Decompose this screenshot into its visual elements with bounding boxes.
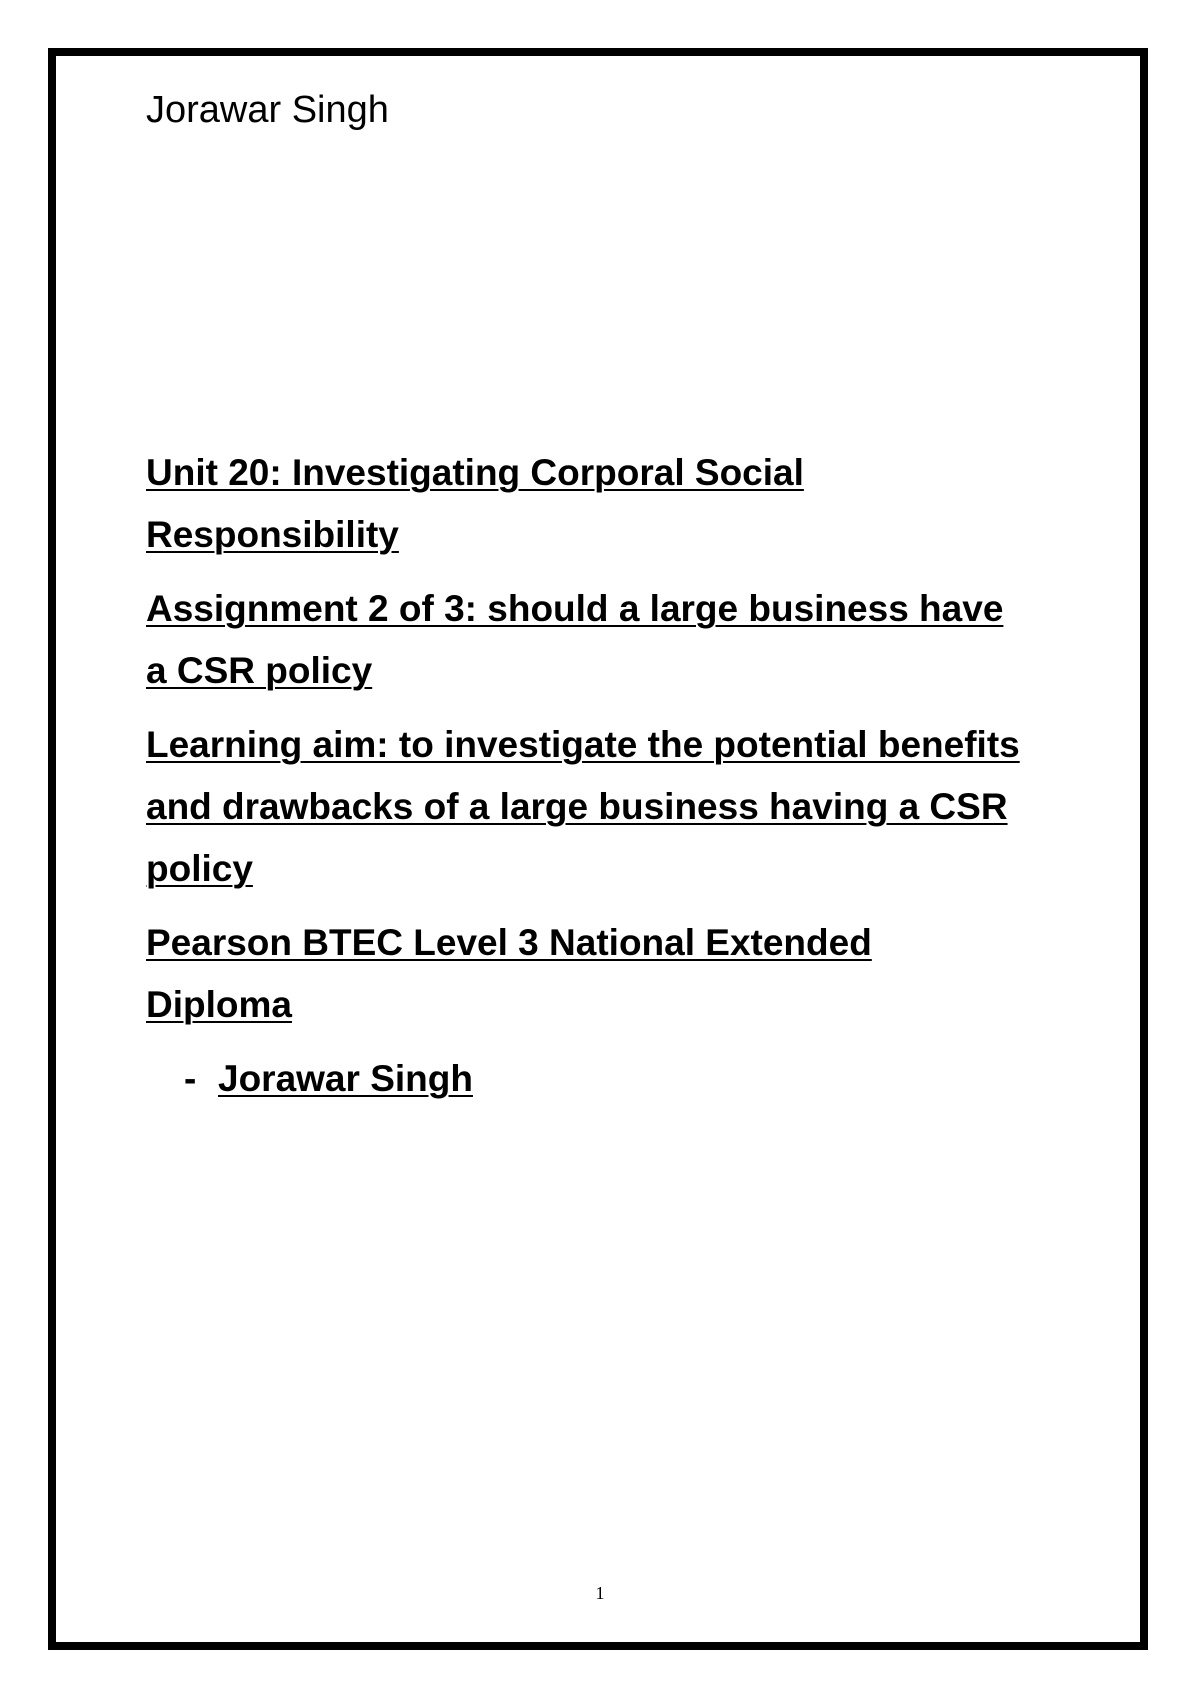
title-block: [146, 442, 1026, 1110]
assignment-title: Assignment 2 of 3: should a large business have a CSR policy: [146, 588, 1004, 691]
learning-aim: Learning aim: to investigate the potential benefits and drawbacks of a large business having a CSR policy: [146, 724, 1020, 889]
header-author-name: Jorawar Singh: [146, 89, 389, 131]
qualification-title: Pearson BTEC Level 3 National Extended Diploma: [146, 922, 872, 1025]
author-name: Jorawar Singh: [218, 1058, 473, 1099]
author-line: [146, 1048, 1026, 1110]
page-number: 1: [595, 1583, 605, 1603]
unit-title: Unit 20: Investigating Corporal Social Responsibility: [146, 452, 804, 555]
author-bullet: -: [184, 1058, 197, 1099]
